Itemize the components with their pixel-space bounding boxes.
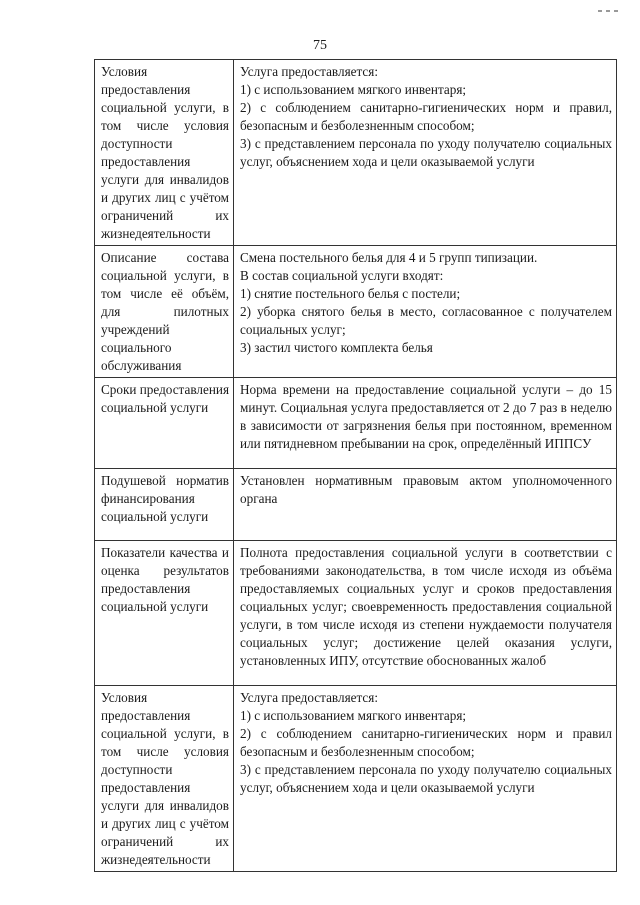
table-row-financing — [95, 469, 617, 541]
value-line: Установлен нормативным правовым актом уполномоченного органа — [240, 473, 612, 506]
table-row-conditions — [95, 60, 617, 246]
value-line: 2) уборка снятого белья в место, согласованное с получателем социальных услуг; — [240, 304, 612, 337]
value-line: 3) застил чистого комплекта белья — [240, 340, 433, 355]
value-line: Норма времени на предоставление социальной услуги – до 15 минут. Социальная услуга предоставляется от 2 до 7 раз в неделю в зависимости от загрязнения белья при постоянном, временном или пятидневном пребывании на срок, определённый ИППСУ — [240, 382, 612, 451]
table-row-composition — [95, 246, 617, 378]
row-label: Сроки предоставления социальной услуги — [95, 378, 234, 469]
value-line: Услуга предоставляется: — [240, 690, 378, 705]
row-label: Описание состава социальной услуги, в том числе её объём, для пилотных учреждений социального обслуживания — [95, 246, 234, 378]
value-line: Смена постельного белья для 4 и 5 групп типизации. — [240, 250, 538, 265]
value-line: 1) снятие постельного белья с постели; — [240, 286, 461, 301]
row-label: Условия предоставления социальной услуги, в том числе условия доступности предоставления услуги для инвалидов и других лиц с учётом ограничений их жизнедеятельности — [95, 686, 234, 872]
row-value — [234, 686, 617, 872]
row-value — [234, 60, 617, 246]
value-line: В состав социальной услуги входят: — [240, 268, 444, 283]
value-line: Услуга предоставляется: — [240, 64, 378, 79]
value-line: 2) с соблюдением санитарно-гигиенических норм и правил безопасным и безболезненным способом; — [240, 726, 612, 759]
service-description-table — [94, 59, 617, 872]
table-row-conditions-repeat — [95, 686, 617, 872]
value-line: Полнота предоставления социальной услуги в соответствии с требованиями законодательства, в том числе исходя из объёма предоставляемых социальных услуг и сроков предоставления социальных услуг; своевременность предоставления социальной услуги, в том числе исходя из степени нуждаемости получателя социальных услуг; достижение целей оказания услуги, установленных ИПУ, отсутствие обоснованных жалоб — [240, 545, 612, 668]
row-label: Показатели качества и оценка результатов предоставления социальной услуги — [95, 541, 234, 686]
page-number: 75 — [313, 38, 327, 53]
value-line: 1) с использованием мягкого инвентаря; — [240, 82, 467, 97]
row-label: Подушевой норматив финансирования социальной услуги — [95, 469, 234, 541]
table-row-quality — [95, 541, 617, 686]
table-row-terms — [95, 378, 617, 469]
value-line: 3) с представлением персонала по уходу получателю социальных услуг, объяснением хода и цели оказываемой услуги — [240, 136, 612, 169]
value-line: 1) с использованием мягкого инвентаря; — [240, 708, 467, 723]
value-line: 3) с представлением персонала по уходу получателю социальных услуг, объяснением хода и цели оказываемой услуги — [240, 762, 612, 795]
row-value — [234, 469, 617, 541]
row-value — [234, 541, 617, 686]
value-line: 2) с соблюдением санитарно-гигиенических норм и правил, безопасным и безболезненным способом; — [240, 100, 612, 133]
row-value — [234, 378, 617, 469]
scan-artifact — [598, 10, 622, 12]
row-value — [234, 246, 617, 378]
row-label: Условия предоставления социальной услуги, в том числе условия доступности предоставления услуги для инвалидов и других лиц с учётом ограничений их жизнедеятельности — [95, 60, 234, 246]
